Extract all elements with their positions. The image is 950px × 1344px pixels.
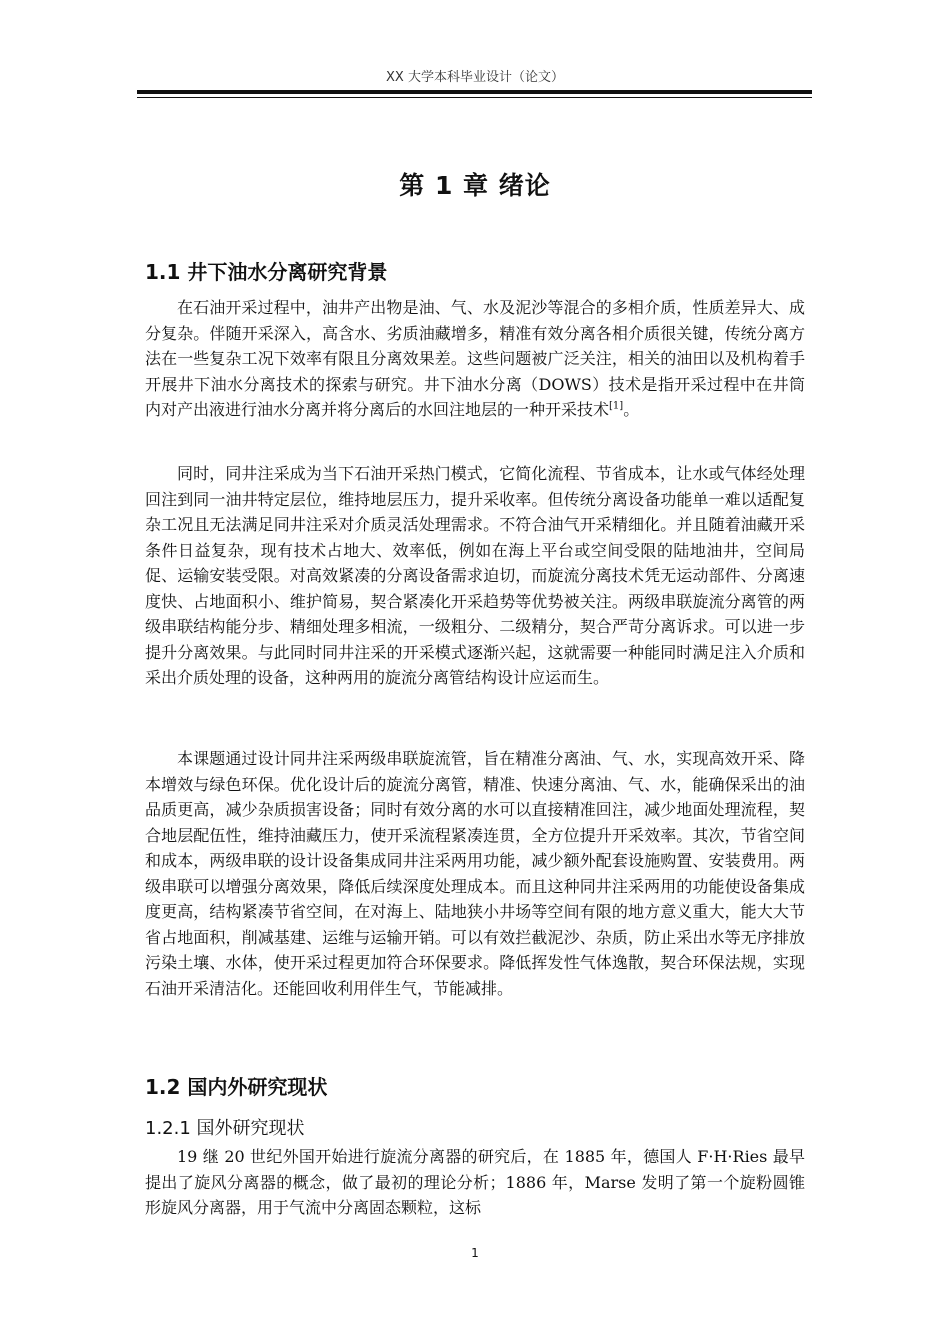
citation-ref[interactable]: [1] [609,400,624,412]
paragraph-text: 在石油开采过程中，油井产出物是油、气、水及泥沙等混合的多相介质，性质差异大、成分复杂。伴随开采深入，高含水、劣质油藏增多，精准有效分离各相介质很关键，传统分离方法在一些复杂工况下效率有限且分离效果差。这些问题被广泛关注，相关的油田以及机构着手开展井下油水分离技术的探索与研究。井下油水分离（DOWS）技术是指开采过程中在井筒内对产出液进行油水分离并将分离后的水回注地层的一种开采技术 [145,298,805,419]
paragraph-end: 。 [623,400,640,419]
paragraph-background-2: 同时，同井注采成为当下石油开采热门模式，它简化流程、节省成本，让水或气体经处理回注到同一油井特定层位，维持地层压力，提升采收率。但传统分离设备功能单一难以适配复杂工况且无法满足同井注采对介质灵活处理需求。不符合油气开采精细化。并且随着油藏开采条件日益复杂，现有技术占地大、效率低，例如在海上平台或空间受限的陆地油井，空间局促、运输安装受限。对高效紧凑的分离设备需求迫切，而旋流分离技术凭无运动部件、分离速度快、占地面积小、维护简易，契合紧凑化开采趋势等优势被关注。两级串联旋流分离管的两级串联结构能分步、精细处理多相流，一级粗分、二级精分，契合严苛分离诉求。可以进一步提升分离效果。与此同时同井注采的开采模式逐渐兴起，这就需要一种能同时满足注入介质和采出介质处理的设备，这种两用的旋流分离管结构设计应运而生。 [145,464,805,687]
paragraph-foreign-research: 19 继 20 世纪外国开始进行旋流分离器的研究后，在 1885 年，德国人 F·H·Ries 最早提出了旋风分离器的概念，做了最初的理论分析；1886 年，Marse 发明了第一个旋粉圆锥形旋风分离器，用于气流中分离固态颗粒，这标 [145,1147,805,1217]
page-number: 1 [471,1246,479,1260]
paragraph-background-3: 本课题通过设计同井注采两级串联旋流管，旨在精准分离油、气、水，实现高效开采、降本增效与绿色环保。优化设计后的旋流分离管，精准、快速分离油、气、水，能确保采出的油品质更高，减少杂质损害设备；同时有效分离的水可以直接精准回注，减少地面处理流程，契合地层配伍性，维持油藏压力，使开采流程紧凑连贯，全方位提升开采效率。其次，节省空间和成本，两级串联的设计设备集成同井注采两用功能，减少额外配套设施购置、安装费用。两级串联可以增强分离效果，降低后续深度处理成本。而且这种同井注采两用的功能使设备集成度更高，结构紧凑节省空间，在对海上、陆地狭小井场等空间有限的地方意义重大，能大大节省占地面积，削减基建、运维与运输开销。可以有效拦截泥沙、杂质，防止采出水等无序排放污染土壤、水体，使开采过程更加符合环保要求。降低挥发性气体逸散，契合环保法规，实现石油开采清洁化。还能回收利用伴生气，节能减排。 [145,749,805,998]
subsection-heading-1-2-1: 1.2.1 国外研究现状 [145,1118,305,1139]
paragraph-background-1 [145,295,805,423]
header-rule-thick [137,90,812,94]
section-heading-1-2: 1.2 国内外研究现状 [145,1075,328,1099]
chapter-title: 第 1 章 绪论 [399,171,551,200]
section-heading-1-1: 1.1 井下油水分离研究背景 [145,260,388,284]
running-header: XX 大学本科毕业设计（论文） [386,70,564,85]
header-rule-thin [137,97,812,98]
